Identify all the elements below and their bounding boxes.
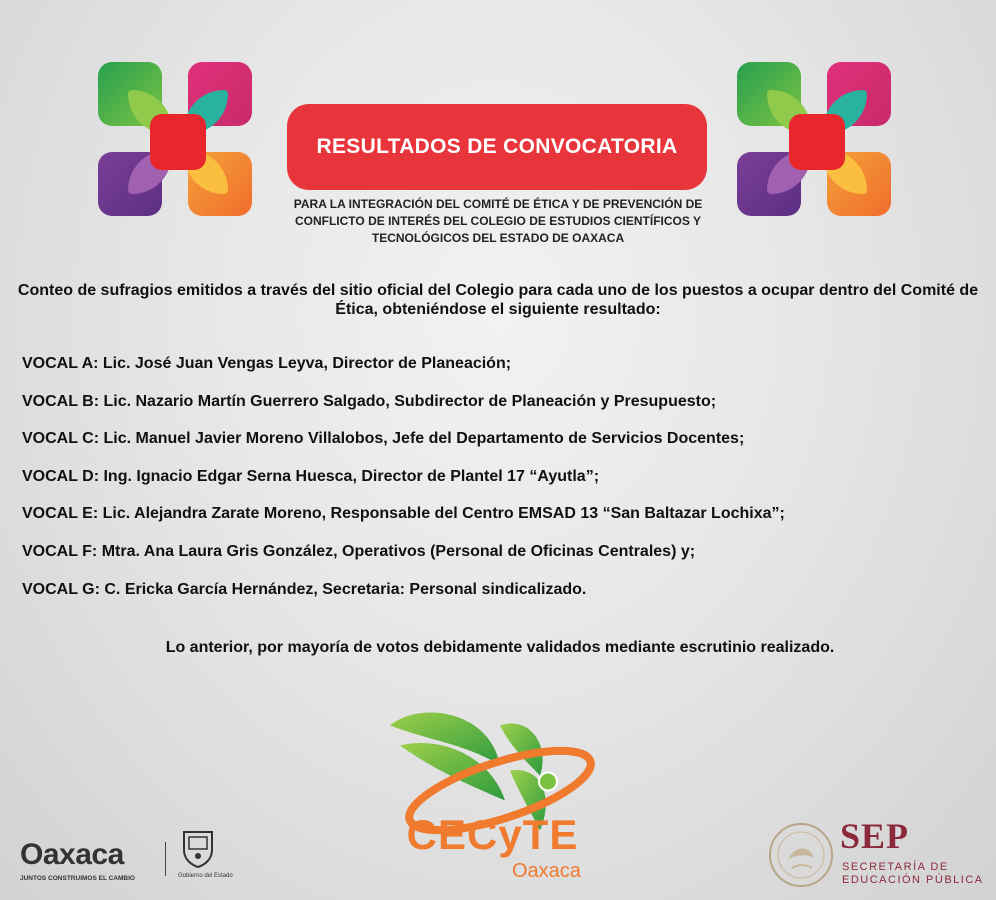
vocal-item-g: VOCAL G: C. Ericka García Hernández, Secretaria: Personal sindicalizado.	[22, 580, 587, 598]
cecyte-subtitle: Oaxaca	[512, 860, 581, 882]
oaxaca-tagline: JUNTOS CONSTRUIMOS EL CAMBIO	[20, 875, 135, 882]
decorative-tiles-right	[737, 62, 897, 226]
oaxaca-divider	[165, 842, 166, 876]
oaxaca-wordmark: Oaxaca	[20, 838, 124, 871]
vocal-item-e: VOCAL E: Lic. Alejandra Zarate Moreno, Responsable del Centro EMSAD 13 “San Baltazar Lochixa”;	[22, 505, 785, 523]
vocal-item-c: VOCAL C: Lic. Manuel Javier Moreno Villalobos, Jefe del Departamento de Servicios Docentes;	[22, 430, 745, 448]
sep-logo	[766, 815, 984, 890]
page-title-text: RESULTADOS DE CONVOCATORIA	[316, 135, 678, 158]
vocal-item-f: VOCAL F: Mtra. Ana Laura Gris González, Operativos (Personal de Oficinas Centrales) y;	[22, 542, 696, 560]
intro-paragraph: Conteo de sufragios emitidos a través del sitio oficial del Colegio para cada uno de los puestos a ocupar dentro del Comité de Ética, obteniéndose el siguiente resultado:	[17, 282, 979, 318]
vocal-item-b: VOCAL B: Lic. Nazario Martín Guerrero Salgado, Subdirector de Planeación y Presupuesto;	[22, 392, 717, 410]
oaxaca-shield-icon	[180, 828, 216, 868]
sep-wordmark: SEP	[840, 816, 910, 856]
vocal-item-a: VOCAL A: Lic. José Juan Vengas Leyva, Director de Planeación;	[22, 355, 512, 372]
cecyte-wordmark: CECyTE	[406, 811, 579, 858]
mexico-seal-icon	[766, 820, 836, 890]
oaxaca-logo	[20, 838, 233, 888]
vocal-item-d: VOCAL D: Ing. Ignacio Edgar Serna Huesca, Director de Plantel 17 “Ayutla”;	[22, 467, 600, 485]
page-title	[287, 104, 707, 190]
conclusion-paragraph: Lo anterior, por mayoría de votos debidamente validados mediante escrutinio realizado.	[165, 639, 835, 656]
sep-line-2: EDUCACIÓN PÚBLICA	[842, 874, 984, 886]
oaxaca-gobierno-label: Gobierno del Estado	[178, 873, 233, 879]
page-subtitle: PARA LA INTEGRACIÓN DEL COMITÉ DE ÉTICA Y DE PREVENCIÓN DE CONFLICTO DE INTERÉS DEL COLEGIO DE ESTUDIOS CIENTÍFICOS Y TECNOLÓGICOS DEL ESTADO DE OAXACA	[293, 197, 703, 245]
sep-line-1: SECRETARÍA DE	[842, 861, 949, 873]
vocal-list	[22, 354, 982, 617]
decorative-tiles-left	[98, 62, 258, 226]
cecyte-logo-icon	[380, 668, 620, 893]
